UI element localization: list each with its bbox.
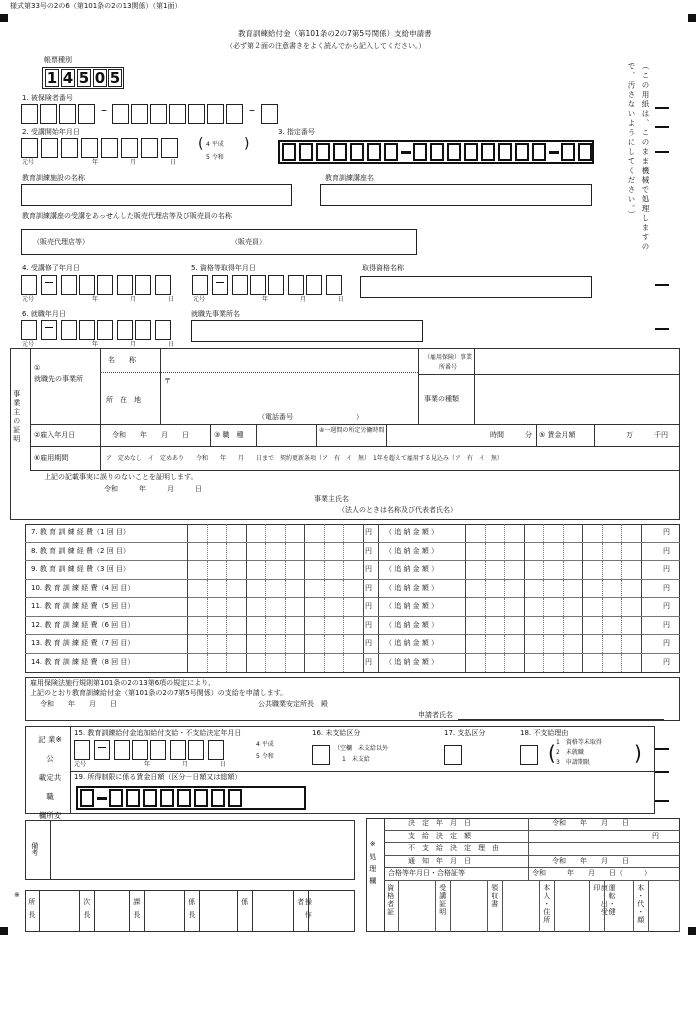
expense-label: 7. 教 育 訓 練 経 費（1 回 目） xyxy=(31,528,130,536)
expense-label: 12. 教 育 訓 練 経 費（6 回 目） xyxy=(31,620,135,629)
processing-row xyxy=(384,831,680,844)
era-label: 元号 xyxy=(22,159,35,166)
approval-stamp-label: 次長 xyxy=(82,898,91,924)
declaration-date: 令和 年 月 日 xyxy=(40,700,117,708)
completion-date-label: 4. 受講修了年月日 xyxy=(22,264,80,272)
expense-label: 8. 教 育 訓 練 経 費（2 回 目） xyxy=(31,546,130,555)
applicant-name-label: 申請者氏名 xyxy=(418,711,453,719)
owner-name-label: 事業主氏名 xyxy=(314,495,349,503)
wage-units: 万 千円 xyxy=(626,431,668,439)
processing-row xyxy=(384,856,680,869)
qualification-name-label: 取得資格名称 xyxy=(362,264,404,272)
office-number-input[interactable] xyxy=(474,348,680,374)
approval-stamp-label: 操作者 xyxy=(296,898,313,924)
unpaid-category-box[interactable] xyxy=(312,745,330,765)
yen-unit: 円 xyxy=(663,546,670,555)
insured-number-label: 1. 被保険者番号 xyxy=(22,94,73,102)
processing-row-value[interactable]: 令和 年 月 日 xyxy=(552,819,629,827)
approval-stamp-label: 係長 xyxy=(187,898,196,924)
verification-cell[interactable] xyxy=(590,881,634,932)
yen-unit: 円 xyxy=(365,565,372,573)
approval-stamp-label: 係 xyxy=(240,898,249,911)
non-payment-reason-box[interactable] xyxy=(520,745,538,765)
era-option: 4 平成 xyxy=(206,141,224,148)
day-label: 日 xyxy=(220,761,227,768)
agent-label: 教育訓練講座の受講をあっせんした販売代理店等及び販売員の名称 xyxy=(22,212,232,220)
form-type-digit: 5 xyxy=(78,69,90,87)
day-label: 日 xyxy=(170,159,177,166)
hours-units: 時間 分 xyxy=(490,431,532,439)
refund-label: （ 追 納 金 額 ） xyxy=(385,620,439,629)
processing-row-value[interactable]: 令和 年 月 日（ ） xyxy=(532,869,651,877)
processing-row xyxy=(384,868,680,881)
yen-unit: 円 xyxy=(663,528,670,536)
business-type-label: 事業の種類 xyxy=(424,395,459,403)
remarks-label: 備考 xyxy=(30,842,39,856)
year-label: 年 xyxy=(92,341,99,348)
refund-label: （ 追 納 金 額 ） xyxy=(385,546,439,555)
school-name-label: 教育訓練施設の名称 xyxy=(22,174,85,182)
expense-label: 11. 教 育 訓 練 経 費（5 回 目） xyxy=(31,602,135,610)
yen-unit: 円 xyxy=(365,546,372,555)
wage-limit-field[interactable] xyxy=(76,786,306,810)
expense-label: 13. 教 育 訓 練 経 費（7 回 目） xyxy=(31,639,135,647)
verification-cell[interactable] xyxy=(634,881,680,932)
month-label: 月 xyxy=(130,341,137,348)
employer-name-label: 就職先事業所名 xyxy=(191,310,240,318)
owner-name-note: （法人のときは名称及び代表者氏名） xyxy=(338,506,457,514)
phone-label: （電話番号 ） xyxy=(258,413,363,421)
remarks-box[interactable] xyxy=(25,820,355,880)
day-label: 日 xyxy=(168,296,175,303)
agent-shop-label: （販売代理店等） xyxy=(33,238,89,246)
yen-unit: 円 xyxy=(365,528,372,536)
star-mark: ※ xyxy=(14,891,20,899)
start-date-label: 2. 受講開始年月日 xyxy=(22,128,80,136)
hire-date-label: ②雇入年月日 xyxy=(34,431,76,439)
verification-cell[interactable] xyxy=(384,881,436,932)
era-option: 4 平成 xyxy=(256,741,274,748)
year-label: 年 xyxy=(92,159,99,166)
verification-label: 受講証明 xyxy=(438,884,447,916)
verification-label: 領収書 xyxy=(490,884,499,908)
reason-option: 2 未就職 xyxy=(556,749,584,756)
processing-row-value[interactable]: 円 xyxy=(652,831,659,840)
office-use-side-label: 記 業※ 公 載定共 職 欄所安 xyxy=(38,735,62,820)
expense-label: 10. 教 育 訓 練 経 費（4 回 目） xyxy=(31,583,135,592)
employer-section-label: 事業主の証明 xyxy=(12,390,21,444)
form-type-digit: 4 xyxy=(62,69,74,87)
address-label: 所 在 地 xyxy=(106,396,141,404)
declaration-office: 公共職業安定所長 殿 xyxy=(258,700,328,708)
course-name-input[interactable] xyxy=(320,184,592,206)
yen-unit: 円 xyxy=(365,639,372,647)
processing-row-label: 不 支 給 決 定 理 由 xyxy=(408,844,499,852)
expense-row xyxy=(25,617,680,636)
employment-period-label: ⑥雇用期間 xyxy=(34,454,69,462)
form-type-box xyxy=(42,67,124,89)
form-type-digit: 1 xyxy=(46,69,58,87)
verification-label: 運転・健康・出受・印 xyxy=(592,884,617,924)
approval-stamp-label: 所長 xyxy=(27,898,36,924)
yen-unit: 円 xyxy=(365,620,372,629)
yen-unit: 円 xyxy=(365,583,372,592)
workplace-label: 就職先の事業所 xyxy=(34,375,83,383)
employer-name-input[interactable] xyxy=(191,320,423,342)
verification-label: 資格者証 xyxy=(386,884,395,916)
refund-label: （ 追 納 金 額 ） xyxy=(385,583,439,592)
refund-label: （ 追 納 金 額 ） xyxy=(385,565,439,573)
start-date-field[interactable] xyxy=(21,138,201,160)
refund-label: （ 追 納 金 額 ） xyxy=(385,528,439,536)
month-label: 月 xyxy=(300,296,307,303)
non-payment-reason-label: 18. 不支給理由 xyxy=(520,729,569,737)
expense-row xyxy=(25,524,680,543)
agent-person-label: （販売員） xyxy=(231,238,266,246)
payment-category-box[interactable] xyxy=(444,745,462,765)
month-label: 月 xyxy=(130,296,137,303)
registration-mark xyxy=(688,14,696,22)
expense-row xyxy=(25,580,680,599)
verification-label: 本・代・顔 xyxy=(636,884,645,924)
year-label: 年 xyxy=(92,296,99,303)
expense-label: 14. 教 育 訓 練 経 費（8 回 目） xyxy=(31,657,135,666)
employment-date-label: 6. 就職年月日 xyxy=(22,310,66,318)
reason-option: 1 資格等未取得 xyxy=(556,739,602,746)
year-label: 年 xyxy=(144,761,151,768)
declaration-line-1: 雇用保険法施行規則第101条の2の13第6項の規定により、 xyxy=(30,679,216,687)
decision-date-field[interactable] xyxy=(74,740,234,762)
verification-cell[interactable] xyxy=(540,881,590,932)
machine-processing-note: （この用紙は、このまま機械で処理しますので、汚さないようにしてください。） xyxy=(627,62,650,252)
form-subtitle: （必ず第２面の注意書きをよく読んでから記入してください。） xyxy=(226,42,426,50)
decision-date-label: 15. 教育訓練給付金追加給付支給・不支給決定年月日 xyxy=(74,729,242,737)
completion-date-field[interactable] xyxy=(21,275,181,297)
designation-number-field[interactable] xyxy=(278,140,594,164)
yen-unit: 円 xyxy=(663,602,670,610)
day-label: 日 xyxy=(168,341,175,348)
office-number-label: （雇用保険）事業所番号 xyxy=(424,354,473,371)
hire-date-value: 令和 年 月 日 xyxy=(112,431,189,439)
item-1-number: ① xyxy=(34,364,41,372)
qualification-date-field[interactable] xyxy=(192,275,352,297)
year-label: 年 xyxy=(262,296,269,303)
yen-unit: 円 xyxy=(365,657,372,666)
verification-label: 本人・住所 xyxy=(542,884,551,924)
yen-unit: 円 xyxy=(663,583,670,592)
era-label: 元号 xyxy=(22,341,35,348)
form-type-digit: 0 xyxy=(94,69,106,87)
approval-stamp-cell[interactable] xyxy=(294,890,355,932)
form-title: 教育訓練給付金（第101条の2の7第5号関係）支給申請書 xyxy=(238,29,432,38)
yen-unit: 円 xyxy=(663,639,670,647)
approval-stamp-label: 課長 xyxy=(132,898,141,924)
verification-cell[interactable] xyxy=(436,881,488,932)
approval-stamp-cell[interactable] xyxy=(185,890,238,932)
processing-row-label: 支 給 決 定 額 xyxy=(408,831,471,840)
company-name-label: 名 称 xyxy=(108,356,136,364)
qualification-name-input[interactable] xyxy=(360,276,592,298)
form-code: 様式第33号の2の6（第101条の2の13関係）（第1面） xyxy=(10,2,182,10)
registration-mark xyxy=(0,927,8,935)
qualification-date-label: 5. 資格等取得年月日 xyxy=(191,264,256,272)
school-name-input[interactable] xyxy=(21,184,292,206)
era-label: 元号 xyxy=(74,761,87,768)
refund-label: （ 追 納 金 額 ） xyxy=(385,639,439,647)
era-option: 5 令和 xyxy=(206,154,224,161)
approval-stamp-cell[interactable] xyxy=(238,890,294,932)
yen-unit: 円 xyxy=(663,657,670,666)
approval-stamp-cell[interactable] xyxy=(80,890,130,932)
registration-mark xyxy=(688,927,696,935)
verification-cell[interactable] xyxy=(488,881,540,932)
processing-row xyxy=(384,843,680,856)
yen-unit: 円 xyxy=(663,565,670,573)
employment-date-field[interactable] xyxy=(21,320,181,342)
expense-row xyxy=(25,543,680,562)
processing-row-label: 合格等年月日・合格証等 xyxy=(388,869,465,877)
reason-option: 3 申請期限 xyxy=(556,759,590,766)
expense-row xyxy=(25,598,680,617)
insured-number-field[interactable]: – – xyxy=(21,104,283,124)
refund-label: （ 追 納 金 額 ） xyxy=(385,657,439,666)
unpaid-category-label: 16. 未支給区分 xyxy=(312,729,361,737)
employment-period-options: ア 定めなし イ 定めあり 令和 年 月 日まで 契約更新条項（ア 有 イ 無） 1年を超えて雇用する見込み（ア 有 イ 無） xyxy=(106,455,503,462)
expense-label: 9. 教 育 訓 練 経 費（3 回 目） xyxy=(31,565,130,573)
processing-row xyxy=(384,818,680,831)
era-label: 元号 xyxy=(22,296,35,303)
unpaid-option: （空欄 未支給以外 xyxy=(334,745,389,752)
processing-label: ※処理欄 xyxy=(368,840,377,889)
expense-row xyxy=(25,561,680,580)
form-type-digit: 5 xyxy=(109,69,121,87)
monthly-wage-label: ⑤ 賃金月額 xyxy=(539,431,576,439)
postal-mark: 〒 xyxy=(164,377,171,385)
expense-row xyxy=(25,635,680,654)
certification-date: 令和 年 月 日 xyxy=(104,485,202,493)
era-label: 元号 xyxy=(193,296,206,303)
processing-row-label: 通 知 年 月 日 xyxy=(408,856,471,865)
certification-text: 上記の記載事実に誤りのないことを証明します。 xyxy=(44,473,198,481)
yen-unit: 円 xyxy=(365,602,372,610)
registration-mark xyxy=(0,14,8,22)
processing-row-label: 決 定 年 月 日 xyxy=(408,819,471,827)
job-type-label: ③ 職 種 xyxy=(214,431,244,439)
approval-stamp-cell[interactable] xyxy=(25,890,80,932)
weekly-hours-label: ④一週間の所定労働時間 xyxy=(319,427,385,434)
refund-label: （ 追 納 金 額 ） xyxy=(385,602,439,610)
unpaid-option: 1 未支給 xyxy=(342,756,370,763)
declaration-line-2: 上記のとおり教育訓練給付金（第101条の2の7第5号関係）の支給を申請します。 xyxy=(30,689,288,697)
course-name-label: 教育訓練講座名 xyxy=(325,174,374,182)
day-label: 日 xyxy=(338,296,345,303)
month-label: 月 xyxy=(130,159,137,166)
approval-stamp-cell[interactable] xyxy=(130,890,185,932)
payment-category-label: 17. 支払区分 xyxy=(444,729,486,737)
month-label: 月 xyxy=(182,761,189,768)
designation-number-label: 3. 指定番号 xyxy=(278,128,315,136)
form-type-label: 帳票種別 xyxy=(44,56,72,64)
wage-limit-label: 19. 所得制限に係る賃金日額（区分－日額又は総額） xyxy=(74,773,242,781)
expense-row xyxy=(25,654,680,673)
era-option: 5 令和 xyxy=(256,753,274,760)
processing-row-value[interactable]: 令和 年 月 日 xyxy=(552,856,629,865)
yen-unit: 円 xyxy=(663,620,670,629)
